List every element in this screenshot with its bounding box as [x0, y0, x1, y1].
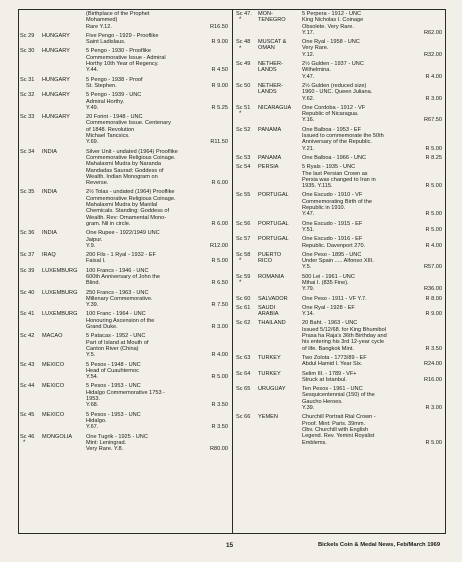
catalogue-code — [20, 11, 42, 30]
price: R 5.00 — [211, 374, 228, 381]
right-column — [236, 11, 444, 446]
coin-description: 5 Pengo - 1939 - UNC Admiral Horthy. Y.49. — [86, 92, 142, 111]
catalogue-code: Sc 35 — [20, 189, 35, 196]
catalogue-code: Sc 57 — [236, 236, 251, 243]
country-name — [42, 11, 86, 30]
price: R 7.50 — [211, 302, 228, 309]
coin-description: One Cordoba - 1912 - VF Republic of Nicaragua. Y.16. — [302, 104, 366, 124]
catalogue-code: Sc 43 — [20, 361, 35, 368]
catalogue-entry — [20, 189, 230, 227]
catalogue-code: Sc 60 — [236, 295, 251, 302]
country-name: MUSCAT & OMAN — [258, 39, 287, 52]
country-name: PANAMA — [258, 154, 282, 161]
catalogue-entry — [20, 290, 230, 309]
country-name: PERSIA — [258, 164, 279, 171]
coin-description: 2½ Gulden - 1937 - UNC Wilhelmina. Y.47. — [302, 61, 364, 80]
coin-description: 20 Forint - 1948 - UNC Commemorative Issue. Centenary of 1848. Revolution Michael Tancsics. Y.69. — [86, 114, 171, 146]
coin-description: One Tugrik - 1925 - UNC Mint: Leningrad. Very Rare. Y.8. — [86, 433, 148, 453]
coin-description: (Birthplace of the Prophet Mohammed) Rare Y.12. — [86, 11, 150, 30]
country-name: INDIA — [42, 189, 57, 196]
rarity-star: * — [239, 45, 242, 52]
catalogue-entry — [20, 230, 230, 249]
country-name: INDIA — [42, 148, 57, 155]
catalogue-code: Sc 30 — [20, 48, 35, 55]
rarity-star: * — [239, 17, 242, 24]
catalogue-entry — [20, 77, 230, 90]
catalogue-code: Sc 62 — [236, 320, 251, 327]
price: R 4.00 — [425, 242, 442, 249]
catalogue-code: Sc 65 — [236, 386, 251, 393]
country-name: ROMANIA — [258, 273, 285, 280]
price: R 3.00 — [425, 95, 442, 102]
coin-description: Ten Pesos - 1961 - UNC Sesquicentennial (150) of the Gaucho Heroes. Y.39. — [302, 386, 375, 412]
catalogue-entry — [236, 414, 444, 445]
country-name: HUNGARY — [42, 114, 70, 121]
country-name: LUXEMBURG — [42, 267, 78, 274]
catalogue-entry — [236, 371, 444, 384]
catalogue-entry — [20, 268, 230, 287]
country-name: INDIA — [42, 230, 57, 237]
catalogue-code: Sc 44 — [20, 383, 35, 390]
country-name: SAUDI ARABIA — [258, 304, 279, 318]
price: R 4.00 — [425, 73, 442, 80]
catalogue-code: Sc 59 — [236, 273, 251, 280]
country-name: MACAO — [42, 333, 63, 340]
catalogue-entry — [236, 155, 444, 161]
country-name: HUNGARY — [42, 32, 70, 39]
catalogue-entry — [236, 320, 444, 351]
catalogue-entry — [20, 149, 230, 187]
catalogue-entry — [20, 383, 230, 408]
price: R 3.00 — [211, 324, 228, 331]
country-name: PORTUGAL — [258, 220, 289, 227]
catalogue-code: Sc 31 — [20, 76, 35, 83]
catalogue-entry — [236, 252, 444, 271]
coin-description: Silver Unit - undated (1964) Prooflike Commemorative Religious Coinage. Mahalaxmi Mudra by Naranda Mandadas Saurad: Goddess of Wealth. Indian Monogram on Reverse. — [86, 148, 178, 187]
coin-description: 5 Pesos - 1953 - UNC Hidalgo Commemorative 1753 - 1953. Y.68. — [86, 383, 165, 409]
rarity-star: * — [239, 280, 242, 287]
catalogue-code: Sc 36 — [20, 230, 35, 237]
coin-description: Two Zolota - 1773/89 - EF Abdul Hamid I. Year Six. — [302, 354, 367, 368]
coin-description: 5 Pesos - 1948 - UNC Head of Cuauhtemoc Y.54. — [86, 361, 141, 381]
catalogue-entry — [236, 274, 444, 293]
rarity-star: * — [239, 258, 242, 265]
price: R11.50 — [210, 139, 228, 146]
country-name: HUNGARY — [42, 76, 70, 83]
country-name: PORTUGAL — [258, 236, 289, 243]
country-name: PUERTO RICO — [258, 251, 282, 265]
price: R12.00 — [209, 242, 228, 249]
catalogue-entry — [20, 11, 230, 30]
coin-description: One Escudo - 1910 - VF Commemorating Birth of the Republic in 1910. Y.47. — [302, 192, 372, 218]
catalogue-entry — [236, 39, 444, 58]
catalogue-entry — [20, 92, 230, 111]
price: R 6.00 — [211, 220, 228, 227]
catalogue-entry — [20, 412, 230, 431]
country-name: HUNGARY — [42, 92, 70, 99]
price: R 9.00 — [211, 39, 228, 46]
catalogue-code: Sc 66 — [236, 414, 251, 421]
catalogue-entry — [20, 33, 230, 46]
coin-description: One Balboa - 1966 - UNC — [302, 154, 367, 161]
catalogue-entry — [20, 333, 230, 358]
coin-description: 2½ Gulden (reduced size) 1960 - UNC. Queen Juliana. Y.62. — [302, 82, 373, 102]
coin-description: 200 Fils - 1 Ryal - 1932 - EF Faisal I. — [86, 252, 156, 265]
catalogue-code: Sc 64 — [236, 370, 251, 377]
column-divider — [232, 9, 233, 534]
price: R 6.00 — [211, 180, 228, 187]
catalogue-code: Sc 53 — [236, 154, 251, 161]
coin-description: One Escudo - 1915 - EF Y.51. — [302, 220, 363, 233]
country-name: MON- TENEGRO — [258, 11, 286, 24]
price: R80.00 — [209, 446, 228, 453]
price: R 9.00 — [211, 82, 228, 89]
coin-description: 5 Pesos - 1953 - UNC Hidalgo. Y.67. — [86, 411, 141, 431]
country-name: URUGUAY — [258, 386, 286, 393]
left-column — [20, 11, 230, 452]
price: R36.00 — [423, 286, 442, 293]
catalogue-code: Sc 32 — [20, 92, 35, 99]
price: R 3.00 — [425, 405, 442, 412]
country-name: NETHER- LANDS — [258, 61, 283, 74]
price: R 3.50 — [211, 402, 228, 409]
price: R 8.25 — [425, 154, 442, 161]
country-name: LUXEMBURG — [42, 289, 78, 296]
coin-description: 5 Pengo - 1930 - Prooflike Commemorative Issue - Admiral Horthy 10th Year of Regency. Y.44. — [86, 48, 166, 74]
catalogue-code: Sc 45 — [20, 411, 35, 418]
price: R 5.00 — [425, 145, 442, 152]
catalogue-entry — [236, 127, 444, 152]
catalogue-code: Sc 46 — [20, 433, 35, 440]
catalogue-entry — [236, 305, 444, 318]
catalogue-code: Sc 63 — [236, 354, 251, 361]
coin-description: 500 Lei - 1961 - UNC Mihai I. (835 Fine). Y.79. — [302, 273, 355, 293]
price: R 5.00 — [425, 183, 442, 190]
country-name: MEXICO — [42, 383, 65, 390]
catalogue-code: Sc 34 — [20, 148, 35, 155]
coin-description: Five Pengo - 1929 - Prooflike Saint Ladislaus. — [86, 32, 159, 46]
page-number: 15 — [226, 542, 234, 549]
catalogue-code: Sc 61 — [236, 304, 251, 311]
coin-description: One Ryal - 1928 - EF Y.14. — [302, 304, 355, 318]
catalogue-code: Sc 58 — [236, 251, 251, 258]
price: R 3.50 — [425, 345, 442, 352]
coin-description: One Balboa - 1953 - EF Issued to commemorate the 50th Anniversary of the Republic. Y.21. — [302, 126, 384, 152]
catalogue-code: Sc 41 — [20, 311, 35, 318]
catalogue-entry — [20, 252, 230, 265]
price: R62.00 — [423, 29, 442, 36]
price: R 5.00 — [425, 226, 442, 233]
catalogue-entry — [236, 61, 444, 80]
catalogue-entry — [20, 434, 230, 453]
catalogue-entry — [236, 164, 444, 189]
country-name: IRAQ — [42, 252, 56, 259]
price: R57.00 — [423, 264, 442, 271]
country-name: NICARAGUA — [258, 104, 292, 111]
catalogue-code: Sc 52 — [236, 126, 251, 133]
catalogue-entry — [236, 105, 444, 124]
catalogue-entry — [236, 192, 444, 217]
rarity-star: * — [23, 439, 26, 446]
catalogue-code: Sc 48 — [236, 39, 251, 46]
catalogue-code: Sc 29 — [20, 32, 35, 39]
catalogue-entry — [236, 11, 444, 36]
coin-description: 250 Francs - 1963 - UNC Millenary Commemorative. Y.39. — [86, 289, 153, 309]
coin-description: One Peso - 1911 - VF Y.7. — [302, 295, 367, 302]
catalogue-code: Sc 56 — [236, 220, 251, 227]
catalogue-entry — [236, 221, 444, 234]
price: R 8.00 — [425, 295, 442, 302]
country-name: LUXEMBURG — [42, 311, 78, 318]
catalogue-code: Sc 42 — [20, 333, 35, 340]
country-name: PANAMA — [258, 126, 282, 133]
coin-description: Churchill Portrait Rial Crown - Proof. Mint: Paris. 39mm. Obv. Churchill with English Legend. Rev. Yemini Royalist Emblems. — [302, 414, 376, 446]
catalogue-entry — [236, 236, 444, 249]
coin-description: 20 Baht. - 1963 - UNC Issued 5/12/68. for King Bhumibol Prasa ha Raja's 36th Birthday and his entering his 3rd 12-year cycle of life. Bangkok Mint. — [302, 320, 387, 352]
country-name: TURKEY — [258, 370, 281, 377]
catalogue-entry — [20, 48, 230, 73]
coin-description: 100 Francs - 1946 - UNC 600th Anniversary of John the Blind. — [86, 267, 161, 287]
coin-description: 5 Patacas - 1952 - UNC Part of Island at Mouth of Canton River (China) Y.5. — [86, 333, 149, 359]
country-name: HUNGARY — [42, 48, 70, 55]
catalogue-code: Sc 55 — [236, 192, 251, 199]
price: R 5.00 — [211, 258, 228, 265]
catalogue-code: Sc 33 — [20, 114, 35, 121]
catalogue-code: Sc 47. — [236, 11, 252, 17]
price: R16.50 — [209, 23, 228, 30]
catalogue-entry — [236, 355, 444, 368]
country-name: MEXICO — [42, 411, 65, 418]
coin-description: One Escudo - 1916 - EF Republic. Davenport 270. — [302, 236, 366, 249]
price: R 9.00 — [425, 311, 442, 318]
catalogue-code: Sc 40 — [20, 289, 35, 296]
coin-description: One Peso - 1895 - UNC Under Spain ..... Alfonso XIII. Y.5. — [302, 251, 374, 271]
catalogue-entry — [20, 362, 230, 381]
catalogue-code: Sc 39 — [20, 267, 35, 274]
coin-description: 5 Ryals - 1935 - UNC The last Persian Crown as Persia was changed to Iran in 1935. Y.115. — [302, 164, 376, 190]
country-name: NETHER- LANDS — [258, 82, 283, 96]
catalogue-entry — [20, 114, 230, 145]
catalogue-code: Sc 51 — [236, 104, 251, 111]
coin-description: Selim III. - 1789 - VF+ Struck at Istanbul. — [302, 370, 357, 383]
catalogue-code: Sc 37 — [20, 252, 35, 259]
country-name: PORTUGAL — [258, 192, 289, 199]
catalogue-code: Sc 54 — [236, 164, 251, 171]
coin-description: One Ryal - 1958 - UNC Very Rare. Y.12. — [302, 39, 360, 58]
country-name: MEXICO — [42, 361, 65, 368]
price: R67.50 — [423, 117, 442, 124]
coin-description: 5 Perpera - 1912 - UNC King Nicholas I. Coinage Obsolete. Very Rare. Y.17. — [302, 11, 364, 36]
coin-description: 100 Franc - 1964 - UNC Honouring Ascension of the Grand Duke. — [86, 311, 155, 331]
catalogue-entry — [20, 311, 230, 330]
price: R 5.00 — [425, 211, 442, 218]
rarity-star: * — [239, 111, 242, 118]
price: R 5.25 — [211, 104, 228, 111]
price: R 3.50 — [211, 424, 228, 431]
coin-description: One Rupee - 1922/1949 UNC Jaipur. Y.9. — [86, 230, 160, 249]
country-name: SALVADOR — [258, 295, 288, 302]
catalogue-entry — [236, 386, 444, 411]
country-name: TURKEY — [258, 354, 281, 361]
price: R16.00 — [423, 376, 442, 383]
country-name: MONGOLIA — [42, 433, 73, 440]
catalogue-entry — [236, 296, 444, 302]
catalogue-code: Sc 50 — [236, 82, 251, 89]
country-name: YEMEN — [258, 414, 278, 421]
coin-description: 2½ Tolas - undated (1964) Prooflike Commemorative Religious Coinage. Mahalaxmi Mudra by Manilal Chemicals. Standing: Goddess of Wealth. Rev: Ornamental Mono- gram. Nil in circle. — [86, 189, 176, 227]
catalogue-code: Sc 49 — [236, 61, 251, 68]
coin-description: 5 Pengo - 1938 - Proof St. Stephen. — [86, 76, 143, 89]
price: R 4.00 — [211, 352, 228, 359]
price: R 5.00 — [425, 439, 442, 446]
country-name: THAILAND — [258, 320, 286, 327]
price: R 4.50 — [211, 67, 228, 74]
price: R 6.50 — [211, 280, 228, 287]
price: R32.00 — [423, 51, 442, 58]
catalogue-entry — [236, 83, 444, 102]
price: R24.00 — [423, 361, 442, 368]
journal-title: Bickels Coin & Medal News, Feb/March 1969 — [318, 542, 441, 548]
